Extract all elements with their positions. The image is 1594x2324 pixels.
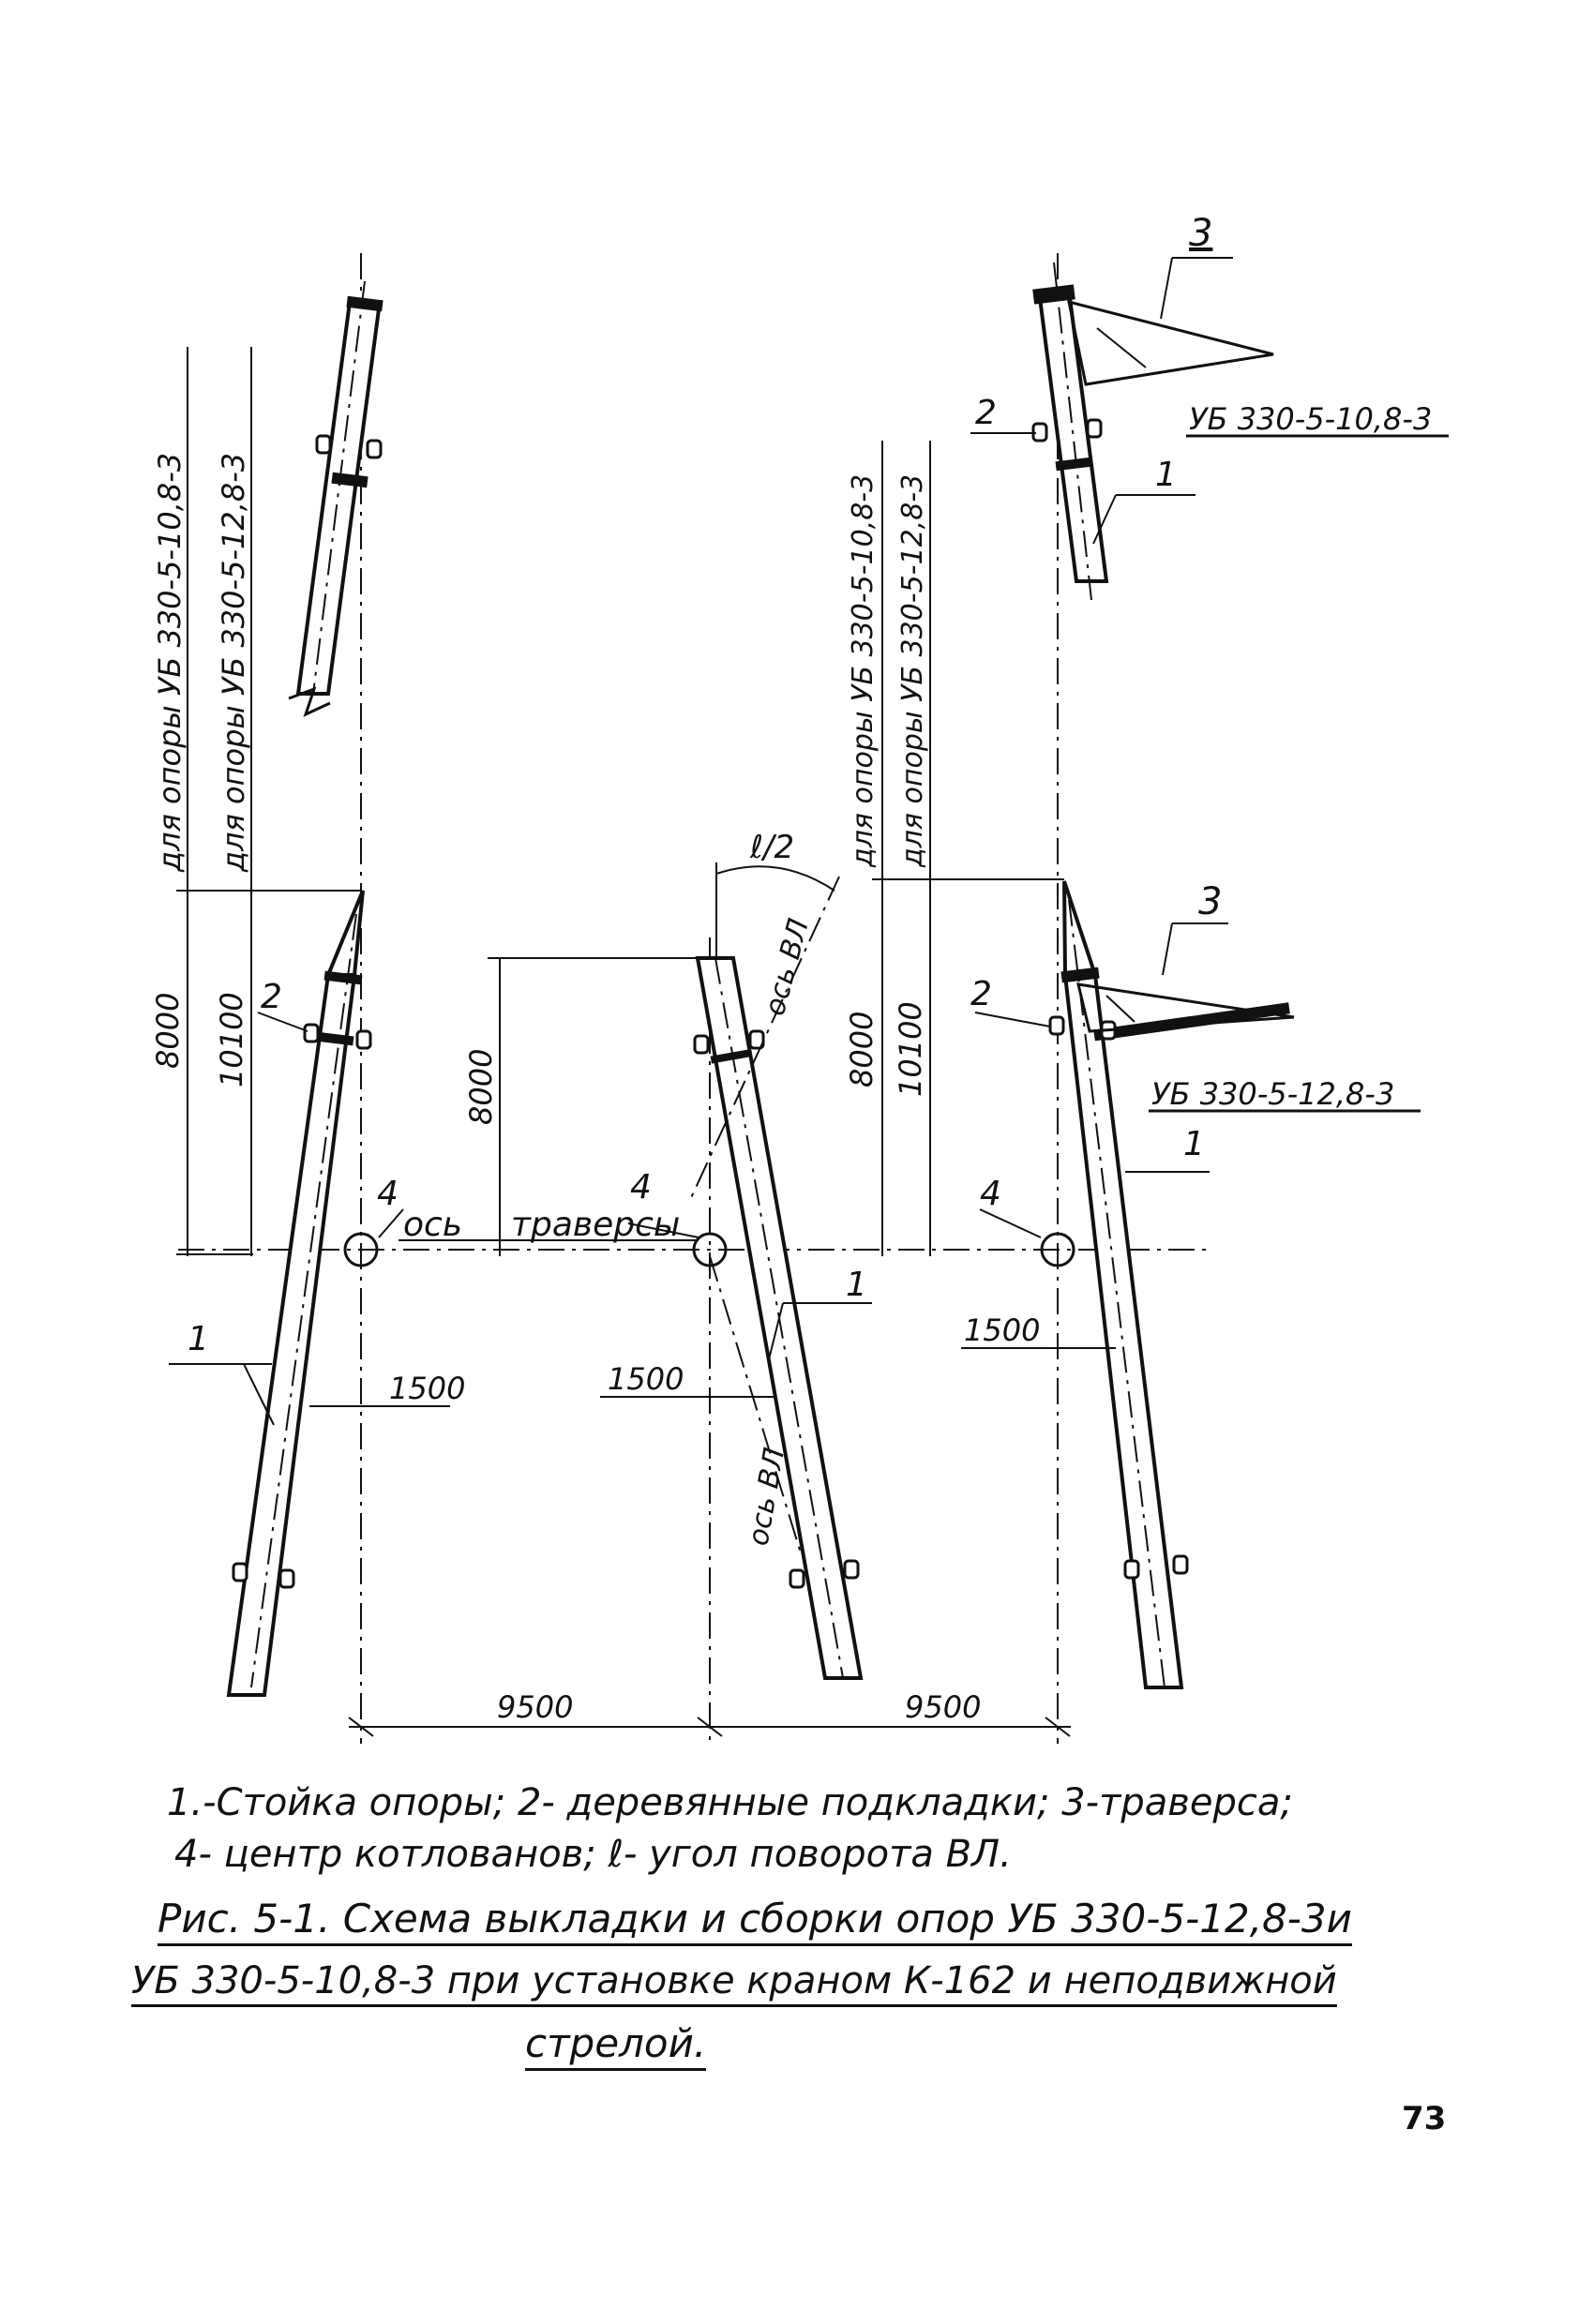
pole-right-tip bbox=[1064, 881, 1095, 975]
label-1500-left: 1500 bbox=[389, 1371, 466, 1406]
pole-left-tip bbox=[328, 891, 363, 975]
label-os-vl-lower: ось ВЛ bbox=[742, 1445, 792, 1549]
label-1-middle: 1 bbox=[846, 1266, 867, 1304]
label-for-10-8-mid: для опоры УБ 330-5-10,8-3 bbox=[847, 473, 880, 867]
label-9500-left: 9500 bbox=[497, 1689, 574, 1725]
label-2-left: 2 bbox=[261, 978, 282, 1016]
caption-line-2: УБ 330-5-10,8-3 при установке краном К-162 и неподвижной bbox=[131, 1959, 1337, 2007]
pole-left-upper bbox=[298, 302, 380, 694]
label-3-upper: 3 bbox=[1189, 212, 1213, 255]
pole-right-band-2 bbox=[1093, 1002, 1290, 1041]
label-2-right: 2 bbox=[970, 975, 992, 1013]
leader-3-right-lower-b bbox=[1163, 923, 1172, 975]
wood-pad-left-top-a bbox=[305, 1025, 318, 1042]
wood-pad-right-top-a bbox=[1050, 1017, 1063, 1034]
label-alpha-half: ℓ/2 bbox=[750, 829, 795, 866]
code-bottom: УБ 330-5-12,8-3 bbox=[1151, 1076, 1395, 1112]
leader-2-right bbox=[975, 1012, 1050, 1027]
label-9500-right: 9500 bbox=[905, 1689, 982, 1725]
label-for-12-8-mid: для опоры УБ 330-5-12,8-3 bbox=[896, 473, 929, 867]
wood-pad-middle-top-a bbox=[695, 1036, 708, 1053]
page-number: 73 bbox=[1402, 2100, 1447, 2137]
label-1-left: 1 bbox=[188, 1320, 209, 1358]
wood-pad-left-top-b bbox=[357, 1031, 370, 1048]
label-4-left: 4 bbox=[377, 1175, 398, 1213]
angle-arc bbox=[716, 866, 835, 891]
label-os: ось bbox=[403, 1206, 463, 1244]
legend-line-1: 1.-Стойка опоры; 2- деревянные подкладки; 3-траверса; bbox=[167, 1781, 1293, 1824]
label-for-12-8-left: для опоры УБ 330-5-12,8-3 bbox=[216, 452, 251, 872]
label-traversy: траверсы bbox=[511, 1206, 681, 1244]
label-1-right: 1 bbox=[1183, 1125, 1205, 1163]
traverse-lower-brace bbox=[1106, 996, 1135, 1022]
label-8000-middle: 8000 bbox=[463, 1048, 499, 1125]
wood-pad-left-upper-a bbox=[317, 436, 330, 453]
wood-pad-left-upper-b bbox=[368, 441, 381, 457]
leader-4-left bbox=[379, 1209, 403, 1237]
leader-4-right bbox=[980, 1209, 1041, 1237]
label-2-upper: 2 bbox=[975, 394, 997, 432]
label-4-middle: 4 bbox=[630, 1168, 652, 1207]
label-3-lower: 3 bbox=[1198, 880, 1223, 923]
wood-pad-right-upper-b bbox=[1088, 420, 1101, 437]
label-10100-right: 10100 bbox=[893, 1001, 928, 1097]
wood-pad-middle-bottom-b bbox=[845, 1561, 858, 1578]
label-1500-right: 1500 bbox=[964, 1312, 1041, 1348]
label-10100-left: 10100 bbox=[214, 992, 249, 1087]
traverse-upper bbox=[1069, 302, 1273, 384]
label-8000-left: 8000 bbox=[150, 992, 186, 1069]
label-4-right: 4 bbox=[980, 1175, 1001, 1213]
wood-pad-middle-bottom-a bbox=[790, 1570, 804, 1587]
wood-pad-left-bottom-a bbox=[233, 1564, 247, 1581]
caption-line-3: стрелой. bbox=[525, 2020, 706, 2071]
code-top: УБ 330-5-10,8-3 bbox=[1189, 401, 1433, 437]
legend-line-2: 4- центр котлованов; ℓ- угол поворота ВЛ. bbox=[174, 1833, 1012, 1876]
wood-pad-right-bottom-b bbox=[1174, 1556, 1187, 1573]
label-1500-middle: 1500 bbox=[608, 1361, 684, 1397]
caption-line-1: Рис. 5-1. Схема выкладки и сборки опор УБ 330-5-12,8-3и bbox=[158, 1896, 1352, 1946]
wood-pad-right-bottom-a bbox=[1125, 1561, 1138, 1578]
label-os-vl-upper: ось ВЛ bbox=[758, 915, 816, 1020]
label-1-upper: 1 bbox=[1155, 456, 1177, 494]
traverse-upper-brace bbox=[1097, 328, 1146, 367]
leader-3-right-upper-b bbox=[1161, 258, 1172, 319]
label-for-10-8-left: для опоры УБ 330-5-10,8-3 bbox=[152, 452, 188, 872]
label-8000-right: 8000 bbox=[844, 1011, 880, 1087]
wood-pad-left-bottom-b bbox=[280, 1570, 293, 1587]
